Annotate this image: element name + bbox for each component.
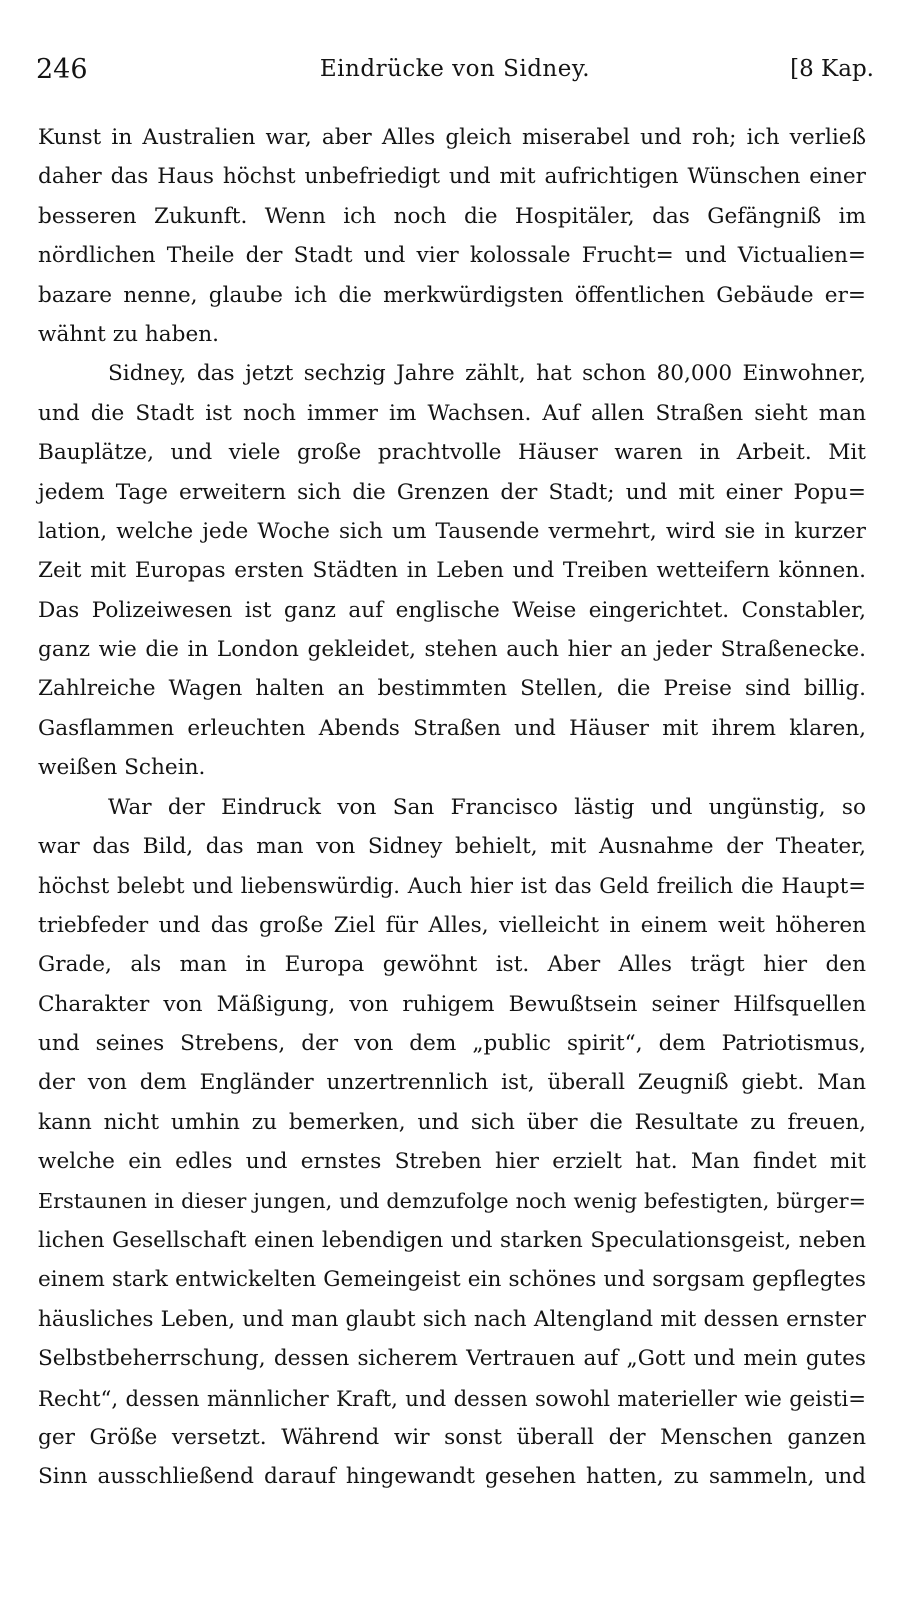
text-line: Bauplätze, und viele große prachtvolle Häuser waren in Arbeit. Mit [38,440,866,466]
text-line: Charakter von Mäßigung, von ruhigem Bewußtsein seiner Hilfsquellen [38,991,866,1017]
text-line: wähnt zu haben. [38,321,220,347]
text-line: ganz wie die in London gekleidet, stehen auch hier an jeder Straßenecke. [38,637,866,663]
text-line: Sinn ausschließend darauf hingewandt gesehen hatten, zu sammeln, und [38,1464,866,1490]
text-line: welche ein edles und ernstes Streben hier erzielt hat. Man findet mit [38,1149,866,1175]
body-text [38,118,866,1497]
text-line: jedem Tage erweitern sich die Grenzen der Stadt; und mit einer Popu= [38,479,866,505]
text-line: kann nicht umhin zu bemerken, und sich über die Resultate zu freuen, [38,1109,866,1135]
text-line: daher das Haus höchst unbefriedigt und mit aufrichtigen Wünschen einer [38,164,866,190]
text-line: Erstaunen in dieser jungen, und demzufolge noch wenig befestigten, bürger= [38,1188,866,1213]
text-line: besseren Zukunft. Wenn ich noch die Hospitäler, das Gefängniß im [38,203,866,229]
text-line: Das Polizeiwesen ist ganz auf englische Weise eingerichtet. Constabler, [38,597,866,623]
text-line: der von dem Engländer unzertrennlich ist, überall Zeugniß giebt. Man [38,1070,866,1096]
text-line: Grade, als man in Europa gewöhnt ist. Aber Alles trägt hier den [38,952,866,978]
text-line: lichen Gesellschaft einen lebendigen und starken Speculationsgeist, neben [38,1227,866,1253]
chapter-reference: [8 Kap. [790,56,874,82]
text-line: Kunst in Australien war, aber Alles gleich miserabel und roh; ich verließ [38,125,866,150]
text-line: ger Größe versetzt. Während wir sonst überall der Menschen ganzen [38,1424,866,1450]
text-line: und seines Strebens, der von dem „public spirit“, dem Patriotismus, [38,1030,866,1056]
page-number: 246 [36,54,88,85]
text-line: Zahlreiche Wagen halten an bestimmten Stellen, die Preise sind billig. [38,676,866,702]
paragraph-2 [38,354,866,787]
text-line: bazare nenne, glaube ich die merkwürdigsten öffentlichen Gebäude er= [38,282,866,308]
text-line: und die Stadt ist noch immer im Wachsen. Auf allen Straßen sieht man [38,400,866,426]
text-line: Gasflammen erleuchten Abends Straßen und Häuser mit ihrem klaren, [38,715,866,741]
text-line: lation, welche jede Woche sich um Tausende vermehrt, wird sie in kurzer [38,518,866,544]
text-line: war das Bild, das man von Sidney behielt, mit Ausnahme der Theater, [38,834,866,860]
paragraph-3 [38,788,866,1497]
text-line: War der Eindruck von San Francisco lästig und ungünstig, so [108,794,866,820]
text-line: häusliches Leben, und man glaubt sich nach Altengland mit dessen ernster [38,1306,866,1332]
text-line: Recht“, dessen männlicher Kraft, und dessen sowohl materieller wie geisti= [38,1385,866,1411]
text-line: weißen Schein. [38,755,206,781]
text-line: einem stark entwickelten Gemeingeist ein schönes und sorgsam gepflegtes [38,1267,866,1293]
paragraph-1 [38,118,866,354]
text-line: Zeit mit Europas ersten Städten in Leben und Treiben wetteifern können. [38,558,866,584]
text-line: Selbstbeherrschung, dessen sicherem Vertrauen auf „Gott und mein gutes [38,1346,866,1372]
text-line: triebfeder und das große Ziel für Alles, vielleicht in einem weit höheren [38,912,866,938]
text-line: Sidney, das jetzt sechzig Jahre zählt, hat schon 80,000 Einwohner, [108,361,866,387]
text-line: höchst belebt und liebenswürdig. Auch hier ist das Geld freilich die Haupt= [38,873,866,899]
page-header [36,54,874,90]
text-line: nördlichen Theile der Stadt und vier kolossale Frucht= und Victualien= [38,243,866,269]
running-title: Eindrücke von Sidney. [319,56,591,82]
